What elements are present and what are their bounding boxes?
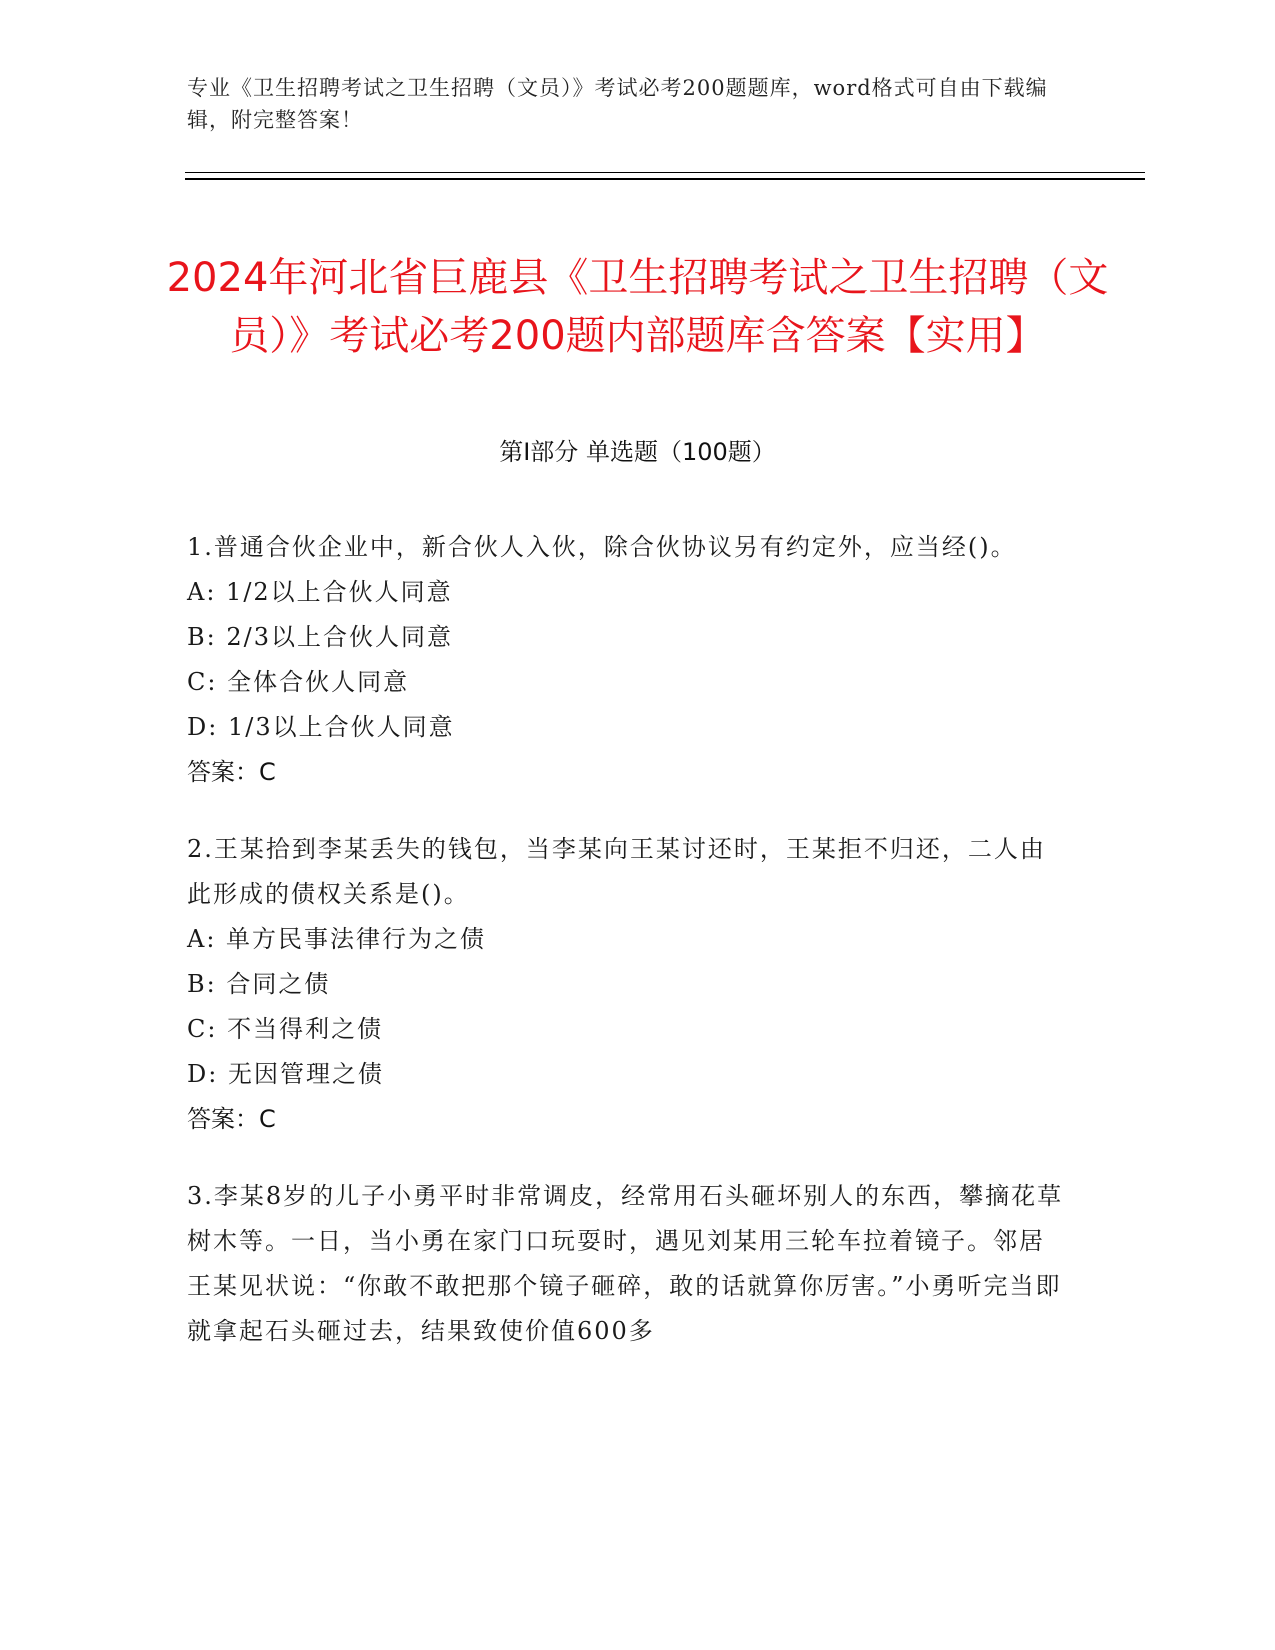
option-a: A: 单方民事法律行为之债 <box>187 925 487 953</box>
option-d: D: 无因管理之债 <box>187 1060 384 1088</box>
option-c: C: 不当得利之债 <box>187 1015 384 1043</box>
option-b: B: 合同之债 <box>187 970 331 998</box>
question-3 <box>187 1174 1067 1354</box>
question-stem: 3.李某8岁的儿子小勇平时非常调皮，经常用石头砸坏别人的东西，攀摘花草树木等。一日，当小勇在家门口玩耍时，遇见刘某用三轮车拉着镜子。邻居王某见状说：“你敢不敢把那个镜子砸碎，敢的话就算你厉害。”小勇听完当即就拿起石头砸过去，结果致使价值600多 <box>187 1182 1064 1345</box>
section-title: 第Ⅰ部分 单选题（100题） <box>499 438 776 466</box>
question-stem: 1.普通合伙企业中，新合伙人入伙，除合伙协议另有约定外，应当经()。 <box>187 533 1017 561</box>
question-2 <box>187 827 1067 1142</box>
question-list <box>187 525 1067 1386</box>
option-a: A: 1/2以上合伙人同意 <box>187 578 453 606</box>
question-1 <box>187 525 1067 795</box>
answer: 答案：C <box>187 758 276 786</box>
option-b: B: 2/3以上合伙人同意 <box>187 623 453 651</box>
document-title: 2024年河北省巨鹿县《卫生招聘考试之卫生招聘（文员）》考试必考200题内部题库含答案【实用】 <box>166 254 1109 359</box>
question-stem: 2.王某拾到李某丢失的钱包，当李某向王某讨还时，王某拒不归还，二人由此形成的债权关系是()。 <box>187 835 1046 908</box>
answer: 答案：C <box>187 1105 276 1133</box>
header-note: 专业《卫生招聘考试之卫生招聘（文员）》考试必考200题题库，word格式可自由下载编辑，附完整答案！ <box>187 76 1048 132</box>
option-d: D: 1/3以上合伙人同意 <box>187 713 455 741</box>
header-divider-thin <box>185 172 1145 173</box>
option-c: C: 全体合伙人同意 <box>187 668 410 696</box>
header-divider-thick <box>185 178 1145 180</box>
